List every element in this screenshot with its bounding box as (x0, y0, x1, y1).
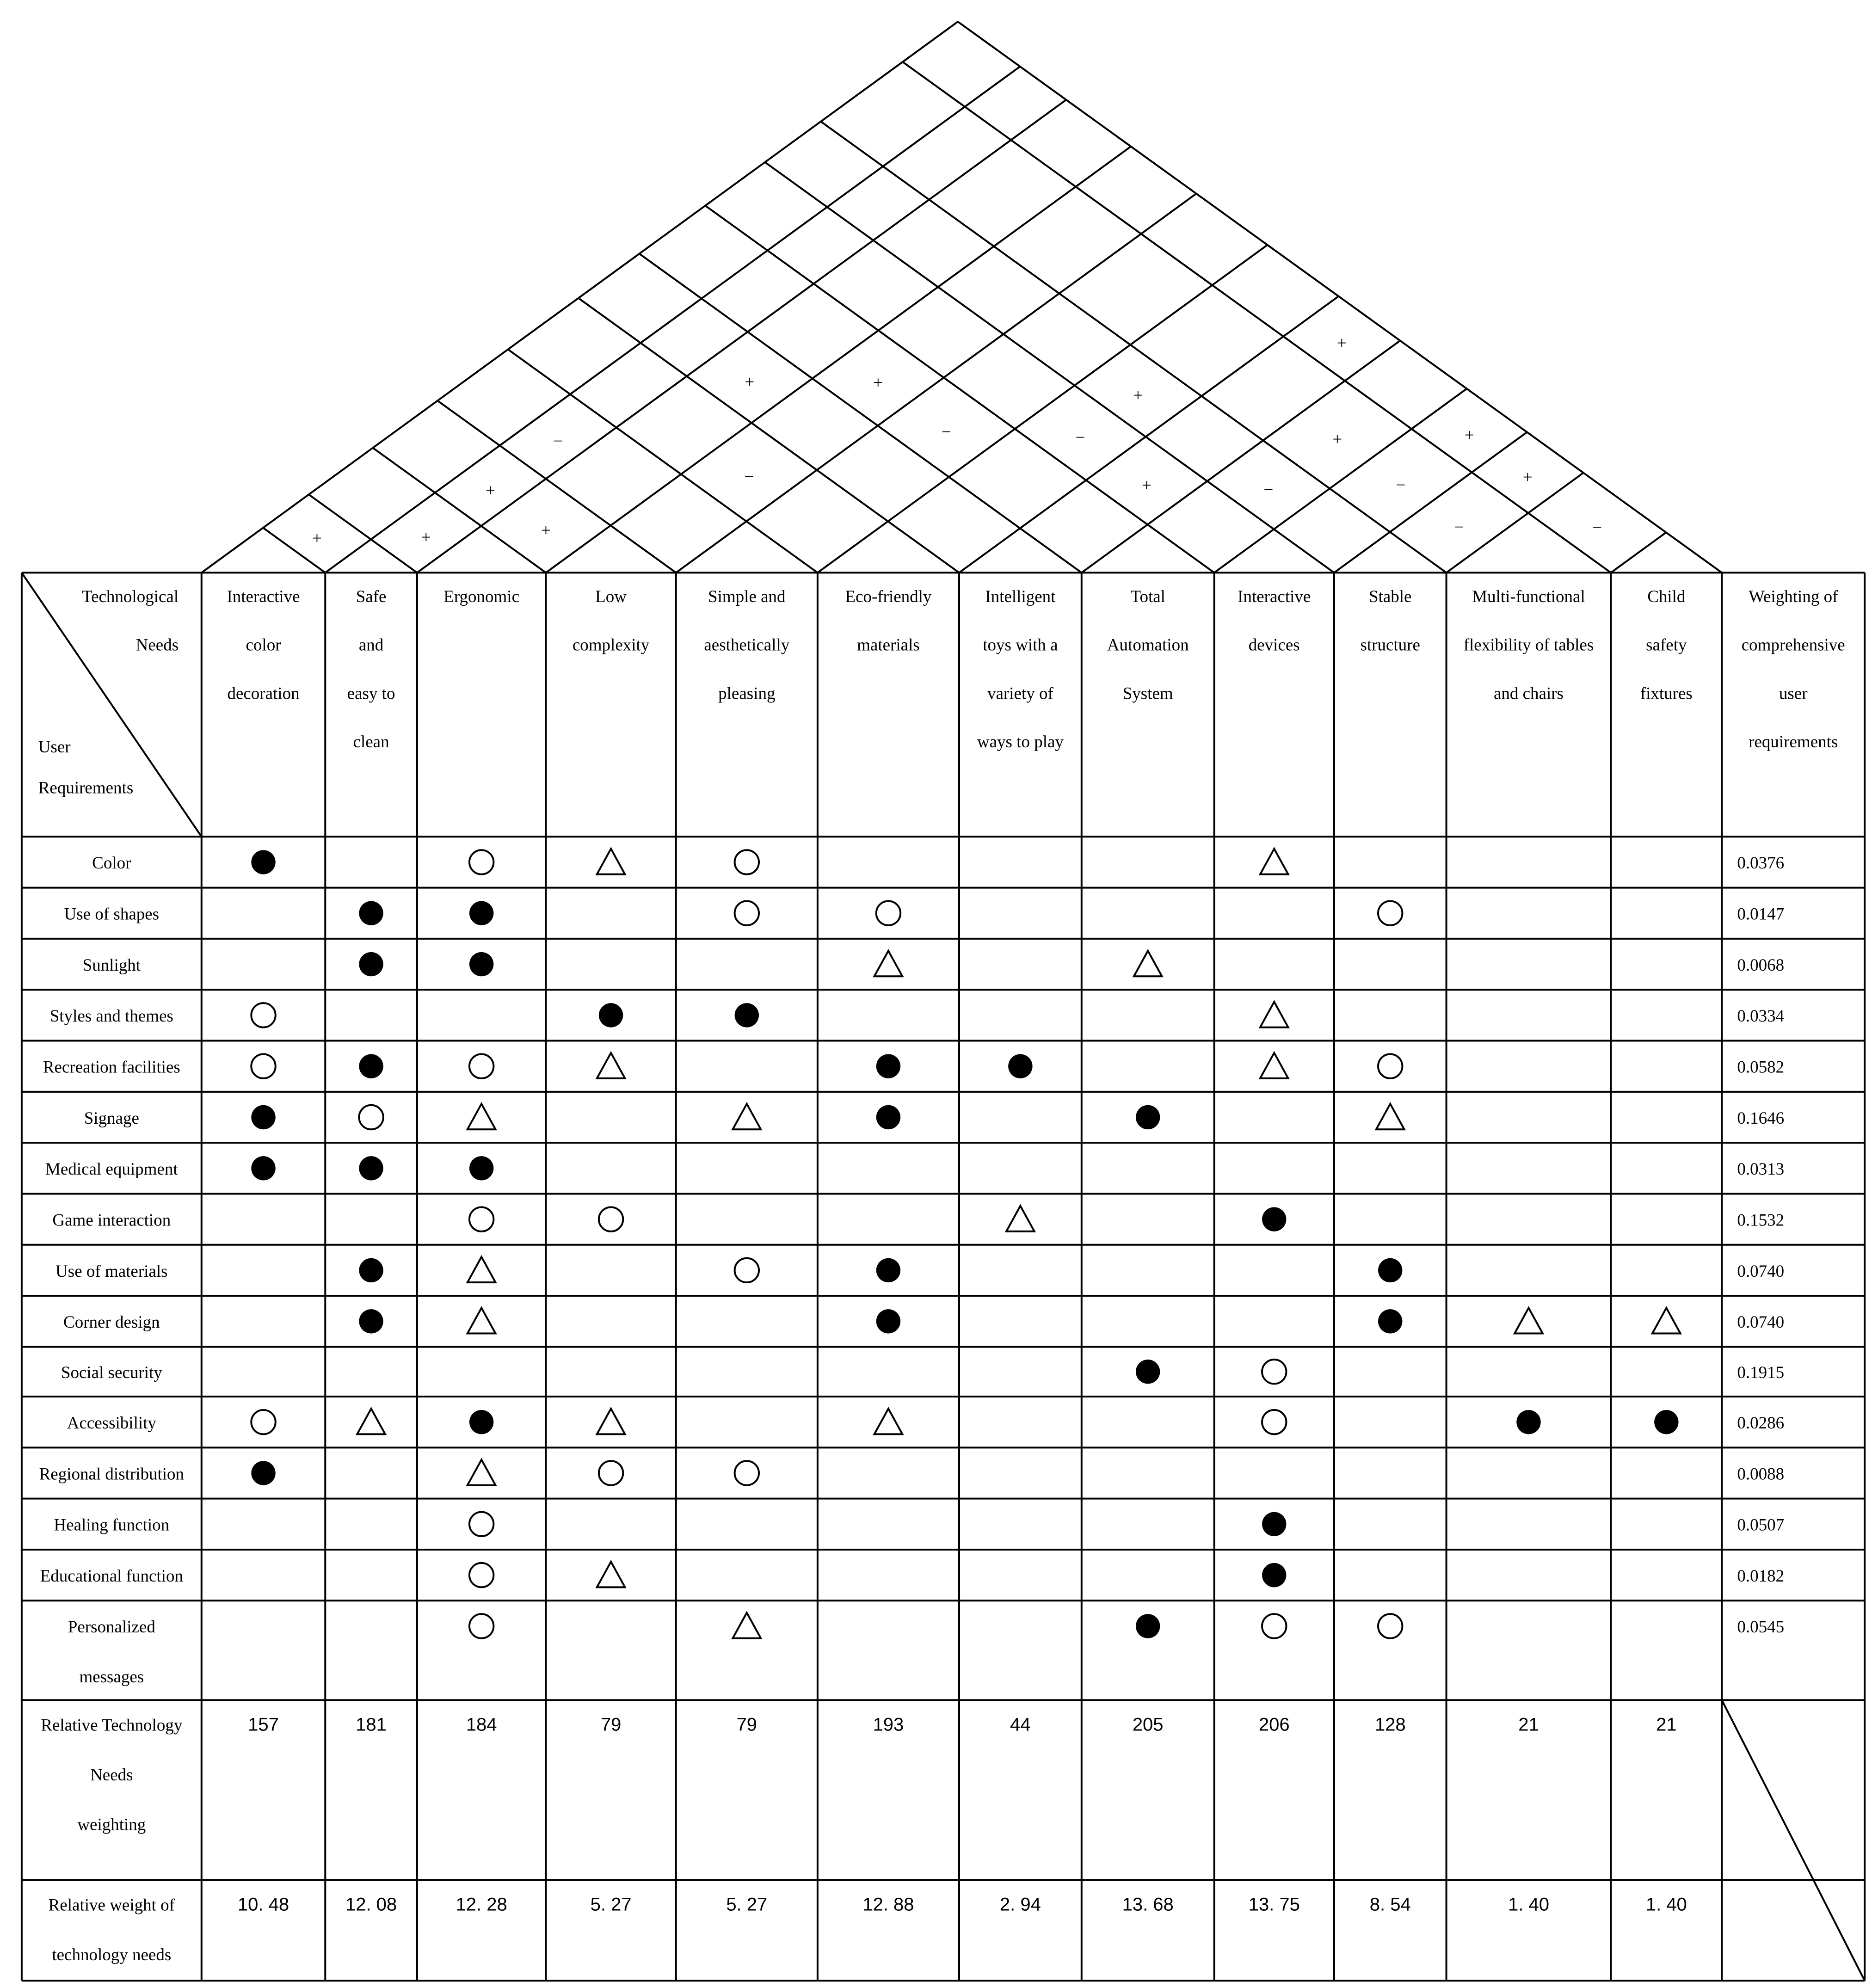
technical-need-header: Ergonomic (443, 587, 520, 606)
correlation-sign: + (1336, 334, 1347, 353)
requirement-label: messages (79, 1667, 144, 1686)
strong-relationship-symbol (599, 1003, 623, 1027)
strong-relationship-symbol (359, 1309, 383, 1333)
medium-relationship-symbol (1378, 1614, 1402, 1638)
weak-relationship-symbol (468, 1308, 496, 1333)
strong-relationship-symbol (359, 1258, 383, 1282)
strong-relationship-symbol (359, 1054, 383, 1078)
requirement-weight: 0.0376 (1737, 854, 1785, 873)
correlation-sign: + (1142, 476, 1152, 495)
requirement-label: Use of materials (55, 1262, 168, 1281)
correlation-sign: + (1133, 386, 1143, 406)
corner-header-technological: Technological (82, 587, 179, 606)
roof-grid-line (903, 62, 1611, 572)
medium-relationship-symbol (735, 850, 759, 874)
correlation-sign: + (1464, 426, 1474, 445)
roof-grid-line (309, 494, 417, 572)
relative-technology-needs-value: 181 (356, 1714, 387, 1735)
relative-technology-needs-value: 205 (1132, 1714, 1164, 1735)
relative-weight-value: 10. 48 (237, 1894, 289, 1915)
technical-need-header: pleasing (718, 684, 776, 703)
roof-grid-line (765, 162, 1334, 573)
weak-relationship-symbol (1260, 849, 1288, 874)
strong-relationship-symbol (359, 1156, 383, 1180)
relative-technology-needs-value: 79 (600, 1714, 622, 1735)
weak-relationship-symbol (468, 1460, 496, 1485)
relative-weight-value: 5. 27 (726, 1894, 768, 1915)
requirement-rows (39, 849, 1785, 1686)
relative-technology-needs-value: 206 (1258, 1714, 1290, 1735)
medium-relationship-symbol (876, 901, 900, 925)
corner-header-technological: Needs (135, 635, 179, 655)
medium-relationship-symbol (735, 1258, 759, 1282)
relative-technology-needs-value: 79 (736, 1714, 757, 1735)
strong-relationship-symbol (876, 1258, 900, 1282)
relative-technology-needs-label: Needs (90, 1766, 133, 1785)
technical-need-header: Low (595, 587, 627, 606)
strong-relationship-symbol (469, 952, 493, 976)
technical-needs-header (38, 587, 1845, 798)
roof-grid-line (579, 298, 959, 573)
relative-technology-needs-value: 128 (1374, 1714, 1406, 1735)
corner-header-user-requirements: User (38, 738, 71, 757)
technical-need-header: Multi-functional (1472, 587, 1585, 606)
weak-relationship-symbol (1260, 1053, 1288, 1078)
correlation-sign: − (1075, 428, 1085, 448)
strong-relationship-symbol (1136, 1614, 1160, 1638)
medium-relationship-symbol (1378, 1054, 1402, 1078)
weak-relationship-symbol (468, 1257, 496, 1282)
roof-grid-line (437, 401, 676, 573)
strong-relationship-symbol (359, 901, 383, 925)
roof-grid-line (1611, 532, 1666, 572)
technical-need-header: Eco-friendly (845, 587, 932, 606)
requirement-label: Styles and themes (49, 1007, 173, 1026)
roof-grid-line (508, 350, 817, 573)
requirement-label: Corner design (63, 1313, 160, 1332)
weak-relationship-symbol (597, 849, 625, 874)
requirement-weight: 0.1915 (1737, 1363, 1785, 1383)
strong-relationship-symbol (251, 850, 275, 874)
strong-relationship-symbol (1136, 1360, 1160, 1384)
weak-relationship-symbol (1134, 951, 1162, 976)
requirement-label: Color (92, 854, 131, 873)
requirement-label: Game interaction (52, 1211, 171, 1230)
relative-weight-value: 5. 27 (590, 1894, 632, 1915)
medium-relationship-symbol (359, 1105, 383, 1129)
medium-relationship-symbol (1262, 1410, 1286, 1434)
requirement-weight: 0.0582 (1737, 1058, 1785, 1077)
strong-relationship-symbol (251, 1105, 275, 1129)
medium-relationship-symbol (1262, 1614, 1286, 1638)
roof-grid-line (373, 448, 546, 572)
technical-need-header: Automation (1107, 635, 1189, 655)
technical-need-header: flexibility of tables (1463, 635, 1594, 655)
strong-relationship-symbol (251, 1156, 275, 1180)
weak-relationship-symbol (357, 1409, 385, 1434)
requirement-label: Regional distribution (39, 1465, 185, 1484)
correlation-sign: − (1263, 480, 1274, 499)
relative-weight-value: 1. 40 (1645, 1894, 1687, 1915)
requirement-label: Signage (84, 1108, 139, 1128)
technical-need-header: structure (1360, 635, 1420, 655)
weak-relationship-symbol (1652, 1308, 1681, 1333)
medium-relationship-symbol (251, 1054, 275, 1078)
strong-relationship-symbol (1262, 1207, 1286, 1231)
relative-technology-needs-value: 184 (466, 1714, 497, 1735)
relative-weight-value: 13. 75 (1248, 1894, 1300, 1915)
roof-grid-line (1447, 473, 1583, 572)
technical-need-header: decoration (227, 684, 300, 703)
strong-relationship-symbol (1262, 1512, 1286, 1536)
requirement-weight: 0.0740 (1737, 1262, 1785, 1281)
roof-grid-line (417, 100, 1066, 573)
technical-need-header: safety (1646, 635, 1687, 655)
correlation-sign: + (312, 529, 322, 548)
technical-need-header: aesthetically (704, 635, 790, 655)
medium-relationship-symbol (735, 901, 759, 925)
bottom-right-diagonal (1722, 1700, 1865, 1981)
strong-relationship-symbol (735, 1003, 759, 1027)
strong-relationship-symbol (469, 1156, 493, 1180)
medium-relationship-symbol (469, 1563, 493, 1587)
requirement-weight: 0.1646 (1737, 1108, 1785, 1128)
roof-grid-line (821, 122, 1447, 573)
requirement-label: Social security (61, 1363, 162, 1383)
medium-relationship-symbol (469, 1614, 493, 1638)
relative-weight-value: 8. 54 (1369, 1894, 1411, 1915)
relative-weight-value: 13. 68 (1122, 1894, 1174, 1915)
correlation-sign: + (1332, 430, 1342, 449)
medium-relationship-symbol (469, 1054, 493, 1078)
medium-relationship-symbol (469, 850, 493, 874)
strong-relationship-symbol (876, 1054, 900, 1078)
relative-weight-value: 12. 28 (456, 1894, 507, 1915)
weak-relationship-symbol (733, 1613, 761, 1638)
strong-relationship-symbol (1654, 1410, 1678, 1434)
requirement-weight: 0.0088 (1737, 1465, 1785, 1484)
requirement-label: Educational function (40, 1566, 183, 1586)
relative-technology-needs-value: 193 (873, 1714, 904, 1735)
technical-need-header: materials (857, 635, 920, 655)
relative-technology-needs-label: weighting (77, 1815, 146, 1834)
weak-relationship-symbol (597, 1409, 625, 1434)
medium-relationship-symbol (599, 1461, 623, 1485)
requirement-label: Healing function (54, 1515, 170, 1535)
technical-need-header: variety of (987, 684, 1053, 703)
requirement-weight: 0.0068 (1737, 955, 1785, 975)
technical-need-header: ways to play (977, 732, 1064, 752)
requirement-weight: 0.0545 (1737, 1618, 1785, 1637)
technical-need-header: Total (1130, 587, 1165, 606)
requirement-weight: 0.0507 (1737, 1515, 1785, 1535)
weight-column-header: user (1779, 684, 1808, 703)
medium-relationship-symbol (251, 1410, 275, 1434)
correlation-sign: + (873, 373, 883, 393)
technical-need-header: Simple and (708, 587, 786, 606)
roof-grid-line (959, 296, 1338, 573)
relative-weight-value: 2. 94 (999, 1894, 1041, 1915)
technical-need-header: Stable (1368, 587, 1412, 606)
correlation-sign: − (941, 423, 951, 442)
technical-need-header: Safe (356, 587, 387, 606)
roof-grid-line (818, 245, 1268, 573)
correlation-sign: + (1522, 468, 1533, 487)
medium-relationship-symbol (469, 1207, 493, 1231)
technical-need-header: clean (353, 732, 389, 752)
technical-need-header: toys with a (983, 635, 1058, 655)
strong-relationship-symbol (469, 901, 493, 925)
roof-grid-line (546, 147, 1131, 573)
strong-relationship-symbol (876, 1105, 900, 1129)
technology-weight-rows (41, 1715, 1687, 1964)
technical-need-header: and chairs (1493, 684, 1564, 703)
relative-weight-value: 12. 88 (862, 1894, 914, 1915)
requirement-label: Use of shapes (64, 905, 160, 924)
requirement-weight: 0.0147 (1737, 905, 1785, 924)
strong-relationship-symbol (359, 952, 383, 976)
requirement-weight: 0.1532 (1737, 1211, 1785, 1230)
strong-relationship-symbol (1136, 1105, 1160, 1129)
requirement-weight: 0.0182 (1737, 1566, 1785, 1586)
weight-column-header: comprehensive (1741, 635, 1845, 655)
correlation-sign: − (1592, 518, 1602, 537)
roof-grid-line (1214, 389, 1467, 573)
corner-header-user-requirements: Requirements (38, 778, 134, 798)
relative-technology-needs-value: 21 (1656, 1714, 1677, 1735)
strong-relationship-symbol (469, 1410, 493, 1434)
weak-relationship-symbol (597, 1562, 625, 1587)
correlation-sign: + (745, 373, 755, 392)
medium-relationship-symbol (735, 1461, 759, 1485)
weak-relationship-symbol (874, 1409, 903, 1434)
relative-weight-value: 1. 40 (1508, 1894, 1549, 1915)
strong-relationship-symbol (1378, 1258, 1402, 1282)
weak-relationship-symbol (1376, 1104, 1404, 1129)
weak-relationship-symbol (1260, 1002, 1288, 1027)
technical-need-header: and (358, 635, 384, 655)
correlation-sign: − (553, 432, 563, 451)
strong-relationship-symbol (876, 1309, 900, 1333)
weak-relationship-symbol (468, 1104, 496, 1129)
correlation-sign: + (421, 528, 431, 547)
technical-need-header: fixtures (1640, 684, 1693, 703)
roof-grid-line (639, 254, 1081, 573)
technical-need-header: Intelligent (985, 587, 1056, 606)
requirement-label: Sunlight (82, 955, 141, 975)
relative-weight-label: Relative weight of (48, 1896, 175, 1915)
requirement-weight: 0.0286 (1737, 1413, 1785, 1433)
technical-need-header: Child (1647, 587, 1686, 606)
roof-grid-line (1334, 432, 1527, 572)
correlation-sign: − (1454, 517, 1464, 537)
relative-technology-needs-value: 21 (1518, 1714, 1539, 1735)
relative-weight-label: technology needs (52, 1945, 172, 1965)
strong-relationship-symbol (251, 1461, 275, 1485)
medium-relationship-symbol (599, 1207, 623, 1231)
weak-relationship-symbol (597, 1053, 625, 1078)
weight-column-header: Weighting of (1749, 587, 1838, 606)
weak-relationship-symbol (1515, 1308, 1543, 1333)
correlation-sign: − (1396, 475, 1406, 495)
relative-technology-needs-value: 44 (1010, 1714, 1031, 1735)
matrix-grid (22, 572, 1865, 1981)
medium-relationship-symbol (251, 1003, 275, 1027)
relative-weight-value: 12. 08 (345, 1894, 397, 1915)
strong-relationship-symbol (1516, 1410, 1540, 1434)
strong-relationship-symbol (1262, 1563, 1286, 1587)
requirement-label: Recreation facilities (43, 1058, 180, 1077)
technical-need-header: Interactive (1238, 587, 1311, 606)
weight-column-header: requirements (1749, 732, 1838, 752)
technical-need-header: complexity (572, 635, 650, 655)
roof-grid-line (325, 67, 1020, 573)
correlation-sign: − (744, 468, 754, 487)
correlation-sign: + (541, 521, 551, 540)
medium-relationship-symbol (1378, 901, 1402, 925)
technical-need-header: Interactive (227, 587, 300, 606)
requirement-label: Personalized (68, 1618, 155, 1637)
correlation-sign: + (486, 481, 495, 500)
requirement-weight: 0.0313 (1737, 1160, 1785, 1179)
strong-relationship-symbol (1378, 1309, 1402, 1333)
requirement-weight: 0.0334 (1737, 1007, 1785, 1026)
technical-need-header: System (1122, 684, 1173, 703)
technical-need-header: color (246, 635, 281, 655)
requirement-label: Medical equipment (45, 1160, 178, 1179)
weak-relationship-symbol (1006, 1206, 1035, 1231)
correlation-roof (202, 22, 1722, 572)
requirement-label: Accessibility (67, 1413, 156, 1433)
weak-relationship-symbol (874, 951, 903, 976)
medium-relationship-symbol (469, 1512, 493, 1536)
medium-relationship-symbol (1262, 1360, 1286, 1384)
technical-need-header: easy to (347, 684, 395, 703)
relative-technology-needs-label: Relative Technology (41, 1716, 183, 1735)
technical-need-header: devices (1248, 635, 1300, 655)
roof-grid-line (1082, 341, 1400, 573)
weak-relationship-symbol (733, 1104, 761, 1129)
relative-technology-needs-value: 157 (248, 1714, 279, 1735)
requirement-weight: 0.0740 (1737, 1313, 1785, 1332)
strong-relationship-symbol (1008, 1054, 1032, 1078)
